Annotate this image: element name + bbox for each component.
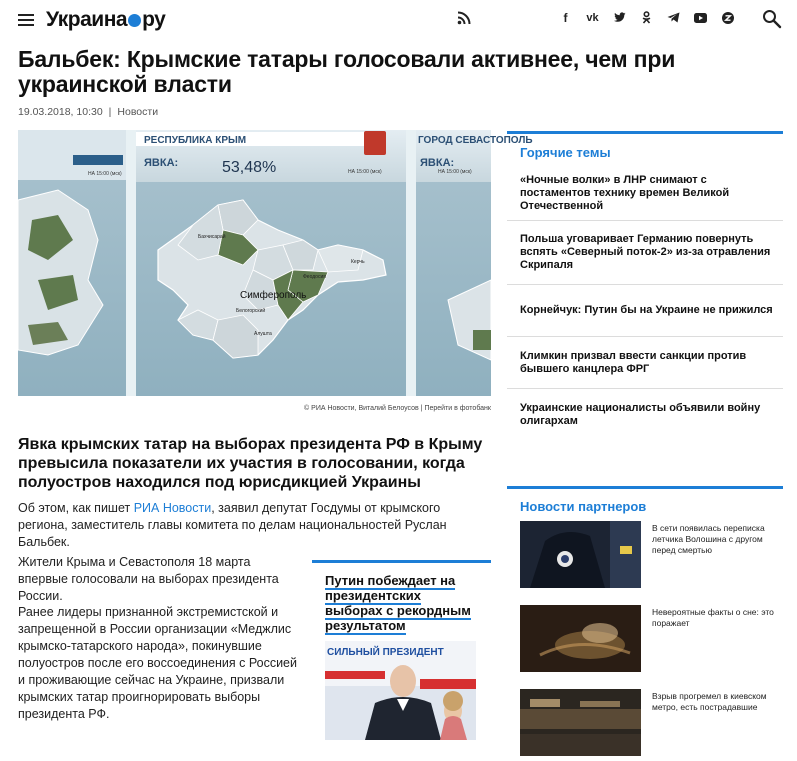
logo-text: Украина [46,8,128,31]
related-article-title[interactable] [325,573,475,633]
hot-topics [507,131,783,441]
partner-image[interactable] [520,689,641,756]
hot-topic-item[interactable]: Корнейчук: Путин бы на Украине не прижился [507,285,783,337]
photo-credit[interactable]: © РИА Новости, Виталий Белоусов | Перейти в фотобанк [304,405,491,412]
hot-topic-item[interactable]: Польша уговаривает Германию повернуть вспять «Северный поток-2» из-за отравления Скрипаля [507,221,783,285]
hot-topic-item[interactable]: Климкин призвал ввести санкции против бывшего канцлера ФРГ [507,337,783,389]
article-meta [18,106,158,118]
source-link[interactable]: РИА Новости [133,501,212,515]
related-article-card[interactable] [312,560,491,737]
putin-photo-illustration [325,641,476,740]
logo-dot-icon [128,14,141,27]
article-photo[interactable] [18,130,533,396]
map-place-5: Алушта [254,331,272,337]
p1-before: Об этом, как пишет [18,501,134,515]
related-article-title-text: Путин побеждает на президентских выборах с рекордным результатом [325,573,471,633]
map-place-2: Белогорский [236,308,266,314]
partner-item-text: В сети появилась переписка летчика Волошина с другом перед смертью [652,523,765,555]
p1-after: , заявил депутат Госдумы от крымского региона, заместитель главы комитета по делам национальностей Руслан Бальбек. [18,501,447,549]
photo-turnout-label-2: ЯВКА: [420,157,455,169]
map-place-3: Феодосия [303,274,326,280]
partner-item[interactable] [520,605,783,675]
police-officer-illustration [520,521,641,588]
meta-separator: | [108,106,112,118]
partner-image[interactable] [520,521,641,588]
metro-illustration [520,689,641,756]
article-paragraph-3: Ранее лидеры признанной экстремистской и запрещенной в России организации «Меджлис крымско-татарского народа», покинувшие полуостров после его воссоединения с Россией и проживающие сейчас на Украине, призвали крымских татар проигнорировать выборы президента РФ. [18,605,297,721]
vk-icon[interactable]: vk [586,12,599,24]
article-date: 19.03.2018, 10:30 [18,106,103,118]
search-icon[interactable] [762,9,782,29]
site-logo[interactable] [46,8,165,32]
partner-item[interactable] [520,521,783,591]
twitter-icon[interactable] [606,10,633,26]
related-article-image[interactable] [325,641,476,740]
partner-news-title: Новости партнеров [520,499,647,514]
banner-text: СИЛЬНЫЙ ПРЕЗИДЕНТ [327,647,444,658]
facebook-icon[interactable]: f [563,11,568,25]
hot-topics-title: Горячие темы [520,145,611,160]
election-screen-illustration [18,130,533,396]
partner-item[interactable] [520,689,783,759]
odnoklassniki-icon[interactable] [633,10,660,26]
article-lead: Явка крымских татар на выборах президента РФ в Крыму превысила показатели их участия в голосовании, когда полуостров находился под юрисдикцией Украины [18,436,483,491]
youtube-icon[interactable] [687,10,714,26]
right-screen-time: НА 15:00 (мск) [438,169,472,175]
photo-city-label: ГОРОД СЕВАСТОПОЛЬ [418,135,533,146]
photo-region-label: РЕСПУБЛИКА КРЫМ [144,135,247,146]
photo-turnout-label: ЯВКА: [144,157,179,169]
center-screen-time: НА 15:00 (мск) [348,169,382,175]
top-bar [0,0,797,38]
map-place-1: Бахчисарай [198,234,226,240]
left-screen-time: НА 15:00 (мск) [88,171,122,177]
partner-item-text: Взрыв прогремел в киевском метро, есть пострадавшие [652,691,767,712]
article-paragraph-2: Жители Крыма и Севастополя 18 марта впервые голосовали на выборах президента России. [18,555,279,603]
hot-topic-item[interactable]: Украинские националисты объявили войну олигархам [520,402,761,427]
photo-capital-label: Симферополь [240,290,307,301]
article-paragraph-1 [18,500,488,551]
hot-topic-item[interactable]: «Ночные волки» в ЛНР снимают с постаментов технику времен Великой Отечественной [507,166,783,221]
zen-icon[interactable] [714,10,741,26]
article-category-link[interactable]: Новости [117,106,159,118]
map-place-4: Керчь [351,259,365,265]
partner-image[interactable] [520,605,641,672]
partner-item-text: Невероятные факты о сне: это поражает [652,607,774,628]
social-links [552,10,741,26]
photo-turnout-value: 53,48% [222,159,277,176]
menu-icon[interactable] [18,14,34,26]
logo-suffix: ру [142,8,166,31]
rss-icon[interactable] [457,11,471,25]
sleep-illustration [520,605,641,672]
article-title: Бальбек: Крымские татары голосовали активнее, чем при украинской власти [18,46,676,97]
telegram-icon[interactable] [660,10,687,26]
partner-news [507,486,783,712]
